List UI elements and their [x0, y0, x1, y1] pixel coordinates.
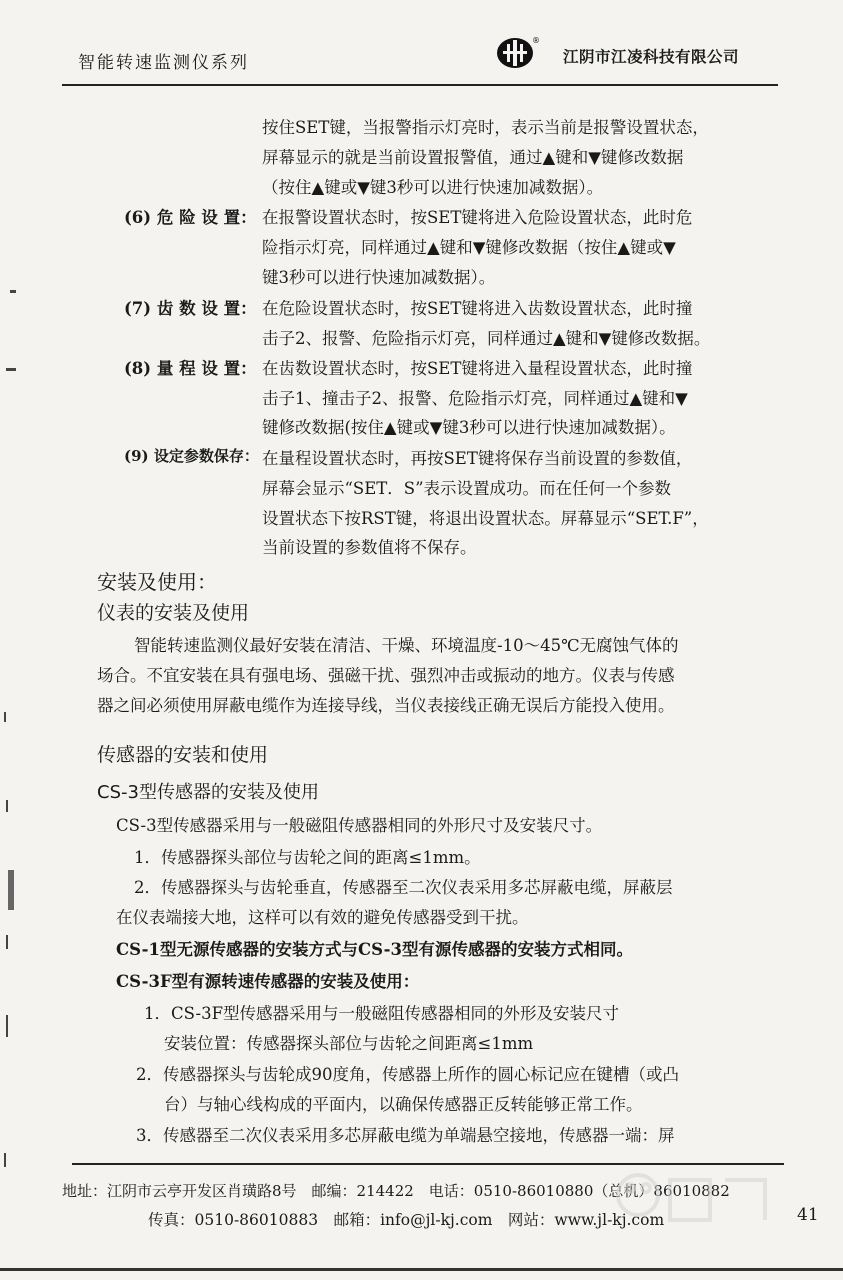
header-company-name: 江阴市江凌科技有限公司 [563, 48, 740, 66]
item-line: 在量程设置状态时，再按SET键将保存当前设置的参数值， [262, 449, 693, 468]
header-rule [62, 84, 778, 86]
item-line: 击子1、撞击子2、报警、危险指示灯亮，同样通过▲键和▼ [262, 389, 688, 408]
cs1-title: CS-1型无源传感器的安装方式与CS-3型有源传感器的安装方式相同。 [116, 940, 633, 959]
scan-speck [6, 1015, 8, 1037]
footer-contact: 传真：0510-86010883 邮箱：info@jl-kj.com 网站：www.jl-kj.com [148, 1211, 665, 1229]
header-series-title: 智能转速监测仪系列 [78, 53, 249, 73]
scan-speck [6, 800, 8, 812]
item-label-save-params: (9) 设定参数保存： [124, 447, 259, 465]
cs3f-line: 安装位置：传感器探头部位与齿轮之间距离≤1mm [164, 1034, 534, 1053]
item-label-range-setting: (8) 量 程 设 置： [124, 359, 257, 378]
scan-speck [10, 290, 16, 293]
cs3f-line: 1．CS-3F型传感器采用与一般磁阻传感器相同的外形及安装尺寸 [144, 1004, 620, 1023]
scan-speck [8, 870, 14, 910]
meter-install-line: 器之间必须使用屏蔽电缆作为连接导线，当仪表接线正确无误后方能投入使用。 [97, 696, 675, 715]
item-label-tooth-setting: (7) 齿 数 设 置： [124, 299, 257, 318]
item-line: 在危险设置状态时，按SET键将进入齿数设置状态，此时撞 [262, 299, 693, 318]
sensor-install-title: 传感器的安装和使用 [97, 744, 269, 766]
cs3-line: CS-3型传感器采用与一般磁阻传感器相同的外形尺寸及安装尺寸。 [116, 816, 603, 835]
page-number: 41 [797, 1205, 819, 1225]
scan-edge [0, 1268, 843, 1271]
item-line: 键3秒可以进行快速加减数据）。 [262, 268, 496, 287]
item-line: 在齿数设置状态时，按SET键将进入量程设置状态，此时撞 [262, 359, 693, 378]
item-label-danger-setting: (6) 危 险 设 置： [124, 208, 257, 227]
scan-speck [6, 935, 8, 949]
item-line: 当前设置的参数值将不保存。 [262, 538, 477, 557]
logo-registered-mark: ® [532, 36, 540, 45]
settings-intro-line: 按住SET键，当报警指示灯亮时，表示当前是报警设置状态， [262, 118, 709, 137]
scan-speck [4, 1153, 6, 1167]
company-logo-icon [495, 34, 539, 70]
cs3-line: 2．传感器探头与齿轮垂直，传感器至二次仪表采用多芯屏蔽电缆，屏蔽层 [134, 878, 673, 897]
cs3f-title: CS-3F型有源转速传感器的安装及使用： [116, 972, 420, 991]
meter-install-title: 仪表的安装及使用 [97, 602, 250, 624]
item-line: 键修改数据(按住▲键或▼键3秒可以进行快速加减数据）。 [262, 418, 676, 437]
meter-install-line: 智能转速监测仪最好安装在清洁、干燥、环境温度-10～45℃无腐蚀气体的 [134, 636, 679, 655]
cs3f-line: 3．传感器至二次仪表采用多芯屏蔽电缆为单端悬空接地，传感器一端：屏 [136, 1126, 675, 1145]
install-title: 安装及使用： [97, 570, 217, 594]
meter-install-line: 场合。不宜安装在具有强电场、强磁干扰、强烈冲击或振动的地方。仪表与传感 [97, 666, 675, 685]
cs3f-line: 台）与轴心线构成的平面内，以确保传感器正反转能够正常工作。 [164, 1095, 643, 1114]
item-line: 险指示灯亮，同样通过▲键和▼键修改数据（按住▲键或▼ [262, 238, 676, 257]
scan-speck [4, 712, 6, 722]
item-line: 击子2、报警、危险指示灯亮，同样通过▲键和▼键修改数据。 [262, 329, 711, 348]
item-line: 屏幕会显示“SET．S”表示设置成功。而在任何一个参数 [262, 479, 672, 498]
footer-address: 地址：江阴市云亭开发区肖璜路8号 邮编：214422 电话：0510-86010880（总机）86010882 [62, 1182, 730, 1200]
settings-intro-line: 屏幕显示的就是当前设置报警值，通过▲键和▼键修改数据 [262, 148, 684, 167]
item-line: 设置状态下按RST键，将退出设置状态。屏幕显示“SET.F”， [262, 509, 709, 528]
scan-speck [6, 368, 16, 371]
cs3-line: 1．传感器探头部位与齿轮之间的距离≤1mm。 [134, 848, 481, 867]
item-line: 在报警设置状态时，按SET键将进入危险设置状态，此时危 [262, 208, 693, 227]
settings-intro-line: （按住▲键或▼键3秒可以进行快速加减数据）。 [262, 178, 604, 197]
cs3-title: CS-3型传感器的安装及使用 [97, 782, 319, 803]
cs3f-line: 2．传感器探头与齿轮成90度角，传感器上所作的圆心标记应在键槽（或凸 [136, 1065, 679, 1084]
cs3-line: 在仪表端接大地，这样可以有效的避免传感器受到干扰。 [116, 908, 529, 927]
watermark-icon [600, 1150, 810, 1250]
